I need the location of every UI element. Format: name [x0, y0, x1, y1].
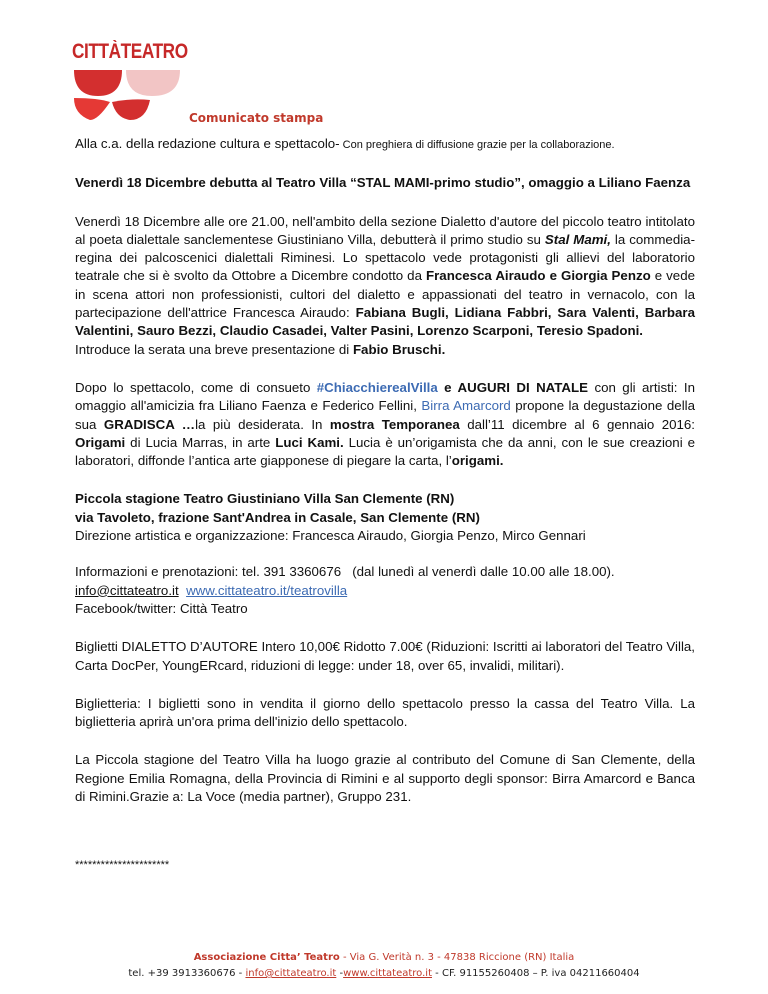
footer-org: Associazione Citta’ Teatro [193, 952, 340, 963]
p2-text-7: Lucia è un’origamista che da anni, con le sue creazioni e laboratori, diffonde l’antica arte giapponese di piegare la carta, l’ [75, 434, 695, 469]
gradisca: GRADISCA … [103, 416, 196, 432]
temporary-exhibition: mostra Temporanea [329, 416, 460, 432]
christmas-greetings: e AUGURI DI NATALE [437, 379, 589, 395]
p2-text-2: con gli artisti: In omaggio all'amicizia fra Liliano Faenza e Federico Fellini, [75, 379, 695, 414]
box-office: Biglietteria: I biglietti sono in vendita il giorno dello spettacolo presso la cassa del Teatro Villa. La biglietteria aprirà un'ora prima dell'inizio dello spettacolo. [75, 695, 695, 730]
title-stal-mami: Stal Mami, [544, 231, 611, 247]
footer [0, 950, 768, 982]
cast-list: Fabiana Bugli, Lidiana Fabbri, Sara Valenti, Barbara Valentini, Sauro Bezzi, Claudio Casadei, Valter Pasini, Lorenzo Scarponi, Teresio Spadoni. [75, 305, 695, 339]
p1-text-4: Introduce la serata una breve presentazione di [75, 341, 353, 357]
venue-address: via Tavoleto, frazione Sant'Andrea in Casale, San Clemente (RN) [75, 509, 480, 525]
p2-text-3: propone la degustazione della sua [75, 398, 696, 432]
artist-name: Luci Kami. [275, 434, 344, 450]
paragraph-after-show [75, 379, 695, 470]
info-email-link[interactable]: info@cittateatro.it [75, 582, 179, 598]
footer-line-1 [0, 950, 768, 966]
footer-fiscal: - CF. 91155260408 – P. iva 04211660404 [432, 968, 640, 979]
brand-birra-amarcord: Birra Amarcord [421, 398, 511, 414]
p1-text-2: la commedia-regina dei palcoscenici dialettali Riminesi. Lo spettacolo vede protagonisti gli allievi del laboratorio teatrale che si è svolto da Ottobre a Dicembre condotto da [75, 231, 695, 284]
footer-web-link[interactable]: www.cittateatro.it [343, 968, 432, 979]
direction: Direzione artistica e organizzazione: Francesca Airaudo, Giorgia Penzo, Mirco Gennari [75, 528, 586, 544]
origami-word: origami. [451, 453, 504, 469]
info-phone: Informazioni e prenotazioni: tel. 391 3360676 (dal lunedì al venerdì dalle 10.00 alle 18.00). [75, 564, 615, 580]
footer-sep: - [336, 968, 344, 979]
info-block [75, 563, 695, 618]
footer-email-link[interactable]: info@cittateatro.it [245, 968, 337, 979]
social-handles: Facebook/twitter: Città Teatro [75, 600, 248, 616]
p2-text-1: Dopo lo spettacolo, come di consueto [75, 379, 317, 395]
directors: Francesca Airaudo e Giorgia Penzo [426, 268, 651, 284]
hashtag: #ChiacchierealVilla [316, 379, 438, 395]
tickets: Biglietti DIALETTO D’AUTORE Intero 10,00€ Ridotto 7.00€ (Riduzioni: Iscritti ai laboratori del Teatro Villa, Carta DocPer, YoungERcard, riduzioni di legge: under 18, over 65, invalidi, militari). [75, 639, 695, 673]
press-release-label: Comunicato stampa [189, 111, 324, 125]
presenter: Fabio Bruschi. [352, 341, 446, 357]
p2-text-4: la più desiderata. In [195, 416, 330, 432]
logo-mark [72, 40, 184, 120]
venue-name: Piccola stagione Teatro Giustiniano Villa San Clemente (RN) [75, 491, 455, 507]
separator-stars: ********************** [75, 859, 170, 872]
headline [75, 174, 695, 192]
footer-address: - Via G. Verità n. 3 - 47838 Riccione (RN) Italia [339, 952, 575, 963]
sponsors: La Piccola stagione del Teatro Villa ha luogo grazie al contributo del Comune di San Clemente, della Regione Emilia Romagna, della Provincia di Rimini e al supporto degli sponsor: Birra Amarcord e Banca di Rimini.Grazie a: La Voce (media partner), Gruppo 231. [75, 752, 695, 805]
paragraph-performance [75, 213, 695, 359]
venue-block [75, 490, 695, 545]
footer-line-2 [0, 966, 768, 982]
headline-text: Venerdì 18 Dicembre debutta al Teatro Villa “STAL MAMI-primo studio”, omaggio a Liliano Faenza [75, 175, 691, 191]
intro-line [75, 135, 695, 154]
intro-note: Con preghiera di diffusione grazie per la collaborazione. [339, 139, 615, 151]
p2-text-6: di Lucia Marras, in arte [125, 434, 276, 450]
intro-main: Alla c.a. della redazione cultura e spettacolo- [75, 136, 340, 151]
p1-text-1: Venerdì 18 Dicembre alle ore 21.00, nell'ambito della sezione Dialetto d'autore del piccolo teatro intitolato al poeta dialettale sanclementese Giustiniano Villa, debutterà il primo studio su [75, 213, 695, 247]
p2-text-5: dall’11 dicembre al 6 gennaio 2016: [459, 416, 696, 432]
footer-tel: tel. +39 3913360676 - [128, 968, 246, 979]
cittateatro-logo [72, 40, 188, 120]
logo-text: CITTÀTEATRO [72, 40, 188, 63]
document-body [75, 135, 695, 875]
origami-title: Origami [75, 434, 126, 450]
p1-text-3: e vede in scena attori non professionisti, cultori del dialetto e appassionati del teatro in vernacolo, con la partecipazione dell'attrice Francesca Airaudo: [75, 268, 695, 321]
website-link[interactable]: www.cittateatro.it/teatrovilla [186, 582, 348, 598]
